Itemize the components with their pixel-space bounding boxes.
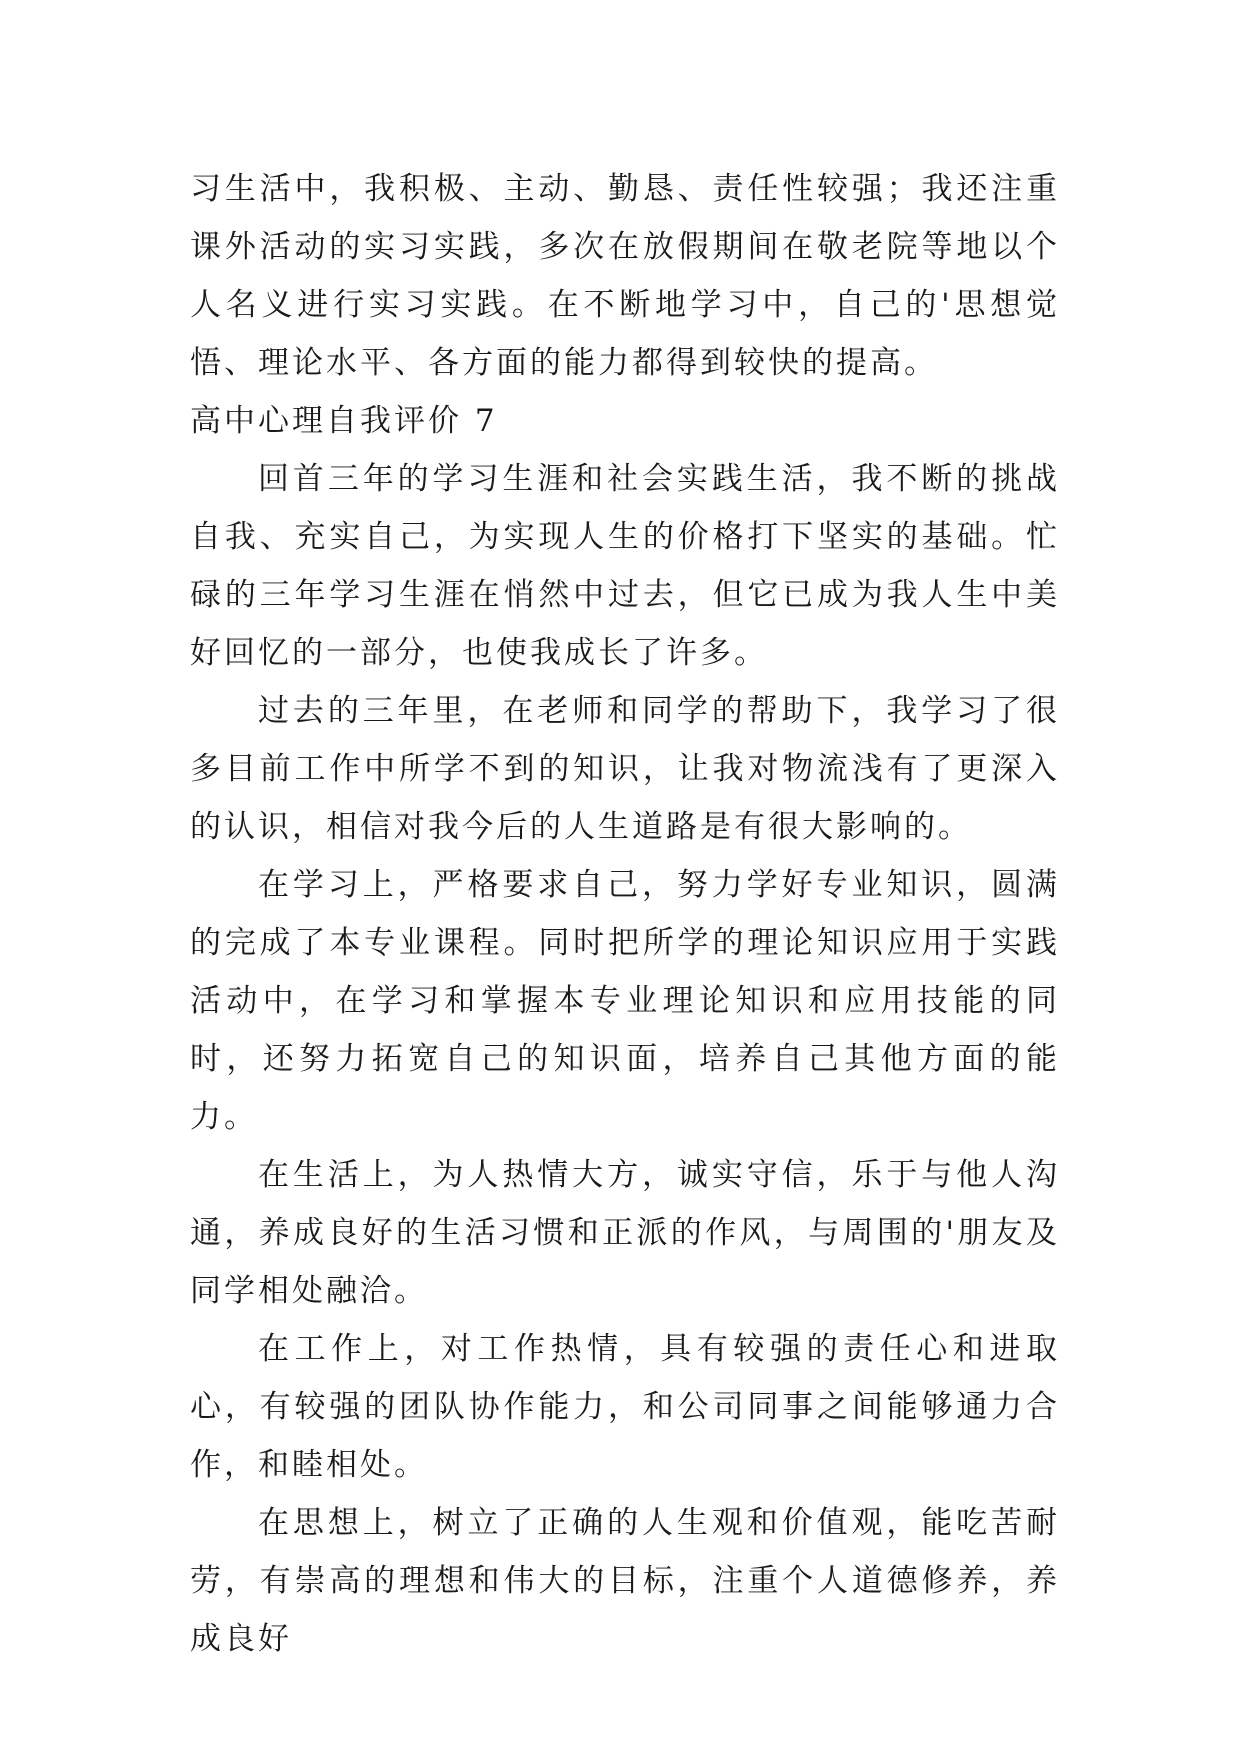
body-paragraph-6: 在思想上，树立了正确的人生观和价值观，能吃苦耐劳，有崇高的理想和伟大的目标，注重个人道德修养，养成良好: [190, 1505, 1060, 1657]
body-paragraph-2: 过去的三年里，在老师和同学的帮助下，我学习了很多目前工作中所学不到的知识，让我对物流浅有了更深入的认识，相信对我今后的人生道路是有很大影响的。: [190, 693, 1060, 845]
body-paragraph-4: 在生活上，为人热情大方，诚实守信，乐于与他人沟通，养成良好的生活习惯和正派的作风，与周围的'朋友及同学相处融洽。: [190, 1157, 1060, 1309]
document-body: [190, 160, 1060, 1668]
body-paragraph-3: 在学习上，严格要求自己，努力学好专业知识，圆满的完成了本专业课程。同时把所学的理论知识应用于实践活动中，在学习和掌握本专业理论知识和应用技能的同时，还努力拓宽自己的知识面，培养自己其他方面的能力。: [190, 867, 1060, 1135]
body-paragraph-1: 回首三年的学习生涯和社会实践生活，我不断的挑战自我、充实自己，为实现人生的价格打下坚实的基础。忙碌的三年学习生涯在悄然中过去，但它已成为我人生中美好回忆的一部分，也使我成长了许多。: [190, 461, 1060, 671]
section-heading: 高中心理自我评价 7: [190, 403, 498, 439]
continuation-paragraph: 习生活中，我积极、主动、勤恳、责任性较强；我还注重课外活动的实习实践，多次在放假期间在敬老院等地以个人名义进行实习实践。在不断地学习中，自己的'思想觉悟、理论水平、各方面的能力都得到较快的提高。: [190, 171, 1060, 381]
body-paragraph-5: 在工作上，对工作热情，具有较强的责任心和进取心，有较强的团队协作能力，和公司同事之间能够通力合作，和睦相处。: [190, 1331, 1060, 1483]
